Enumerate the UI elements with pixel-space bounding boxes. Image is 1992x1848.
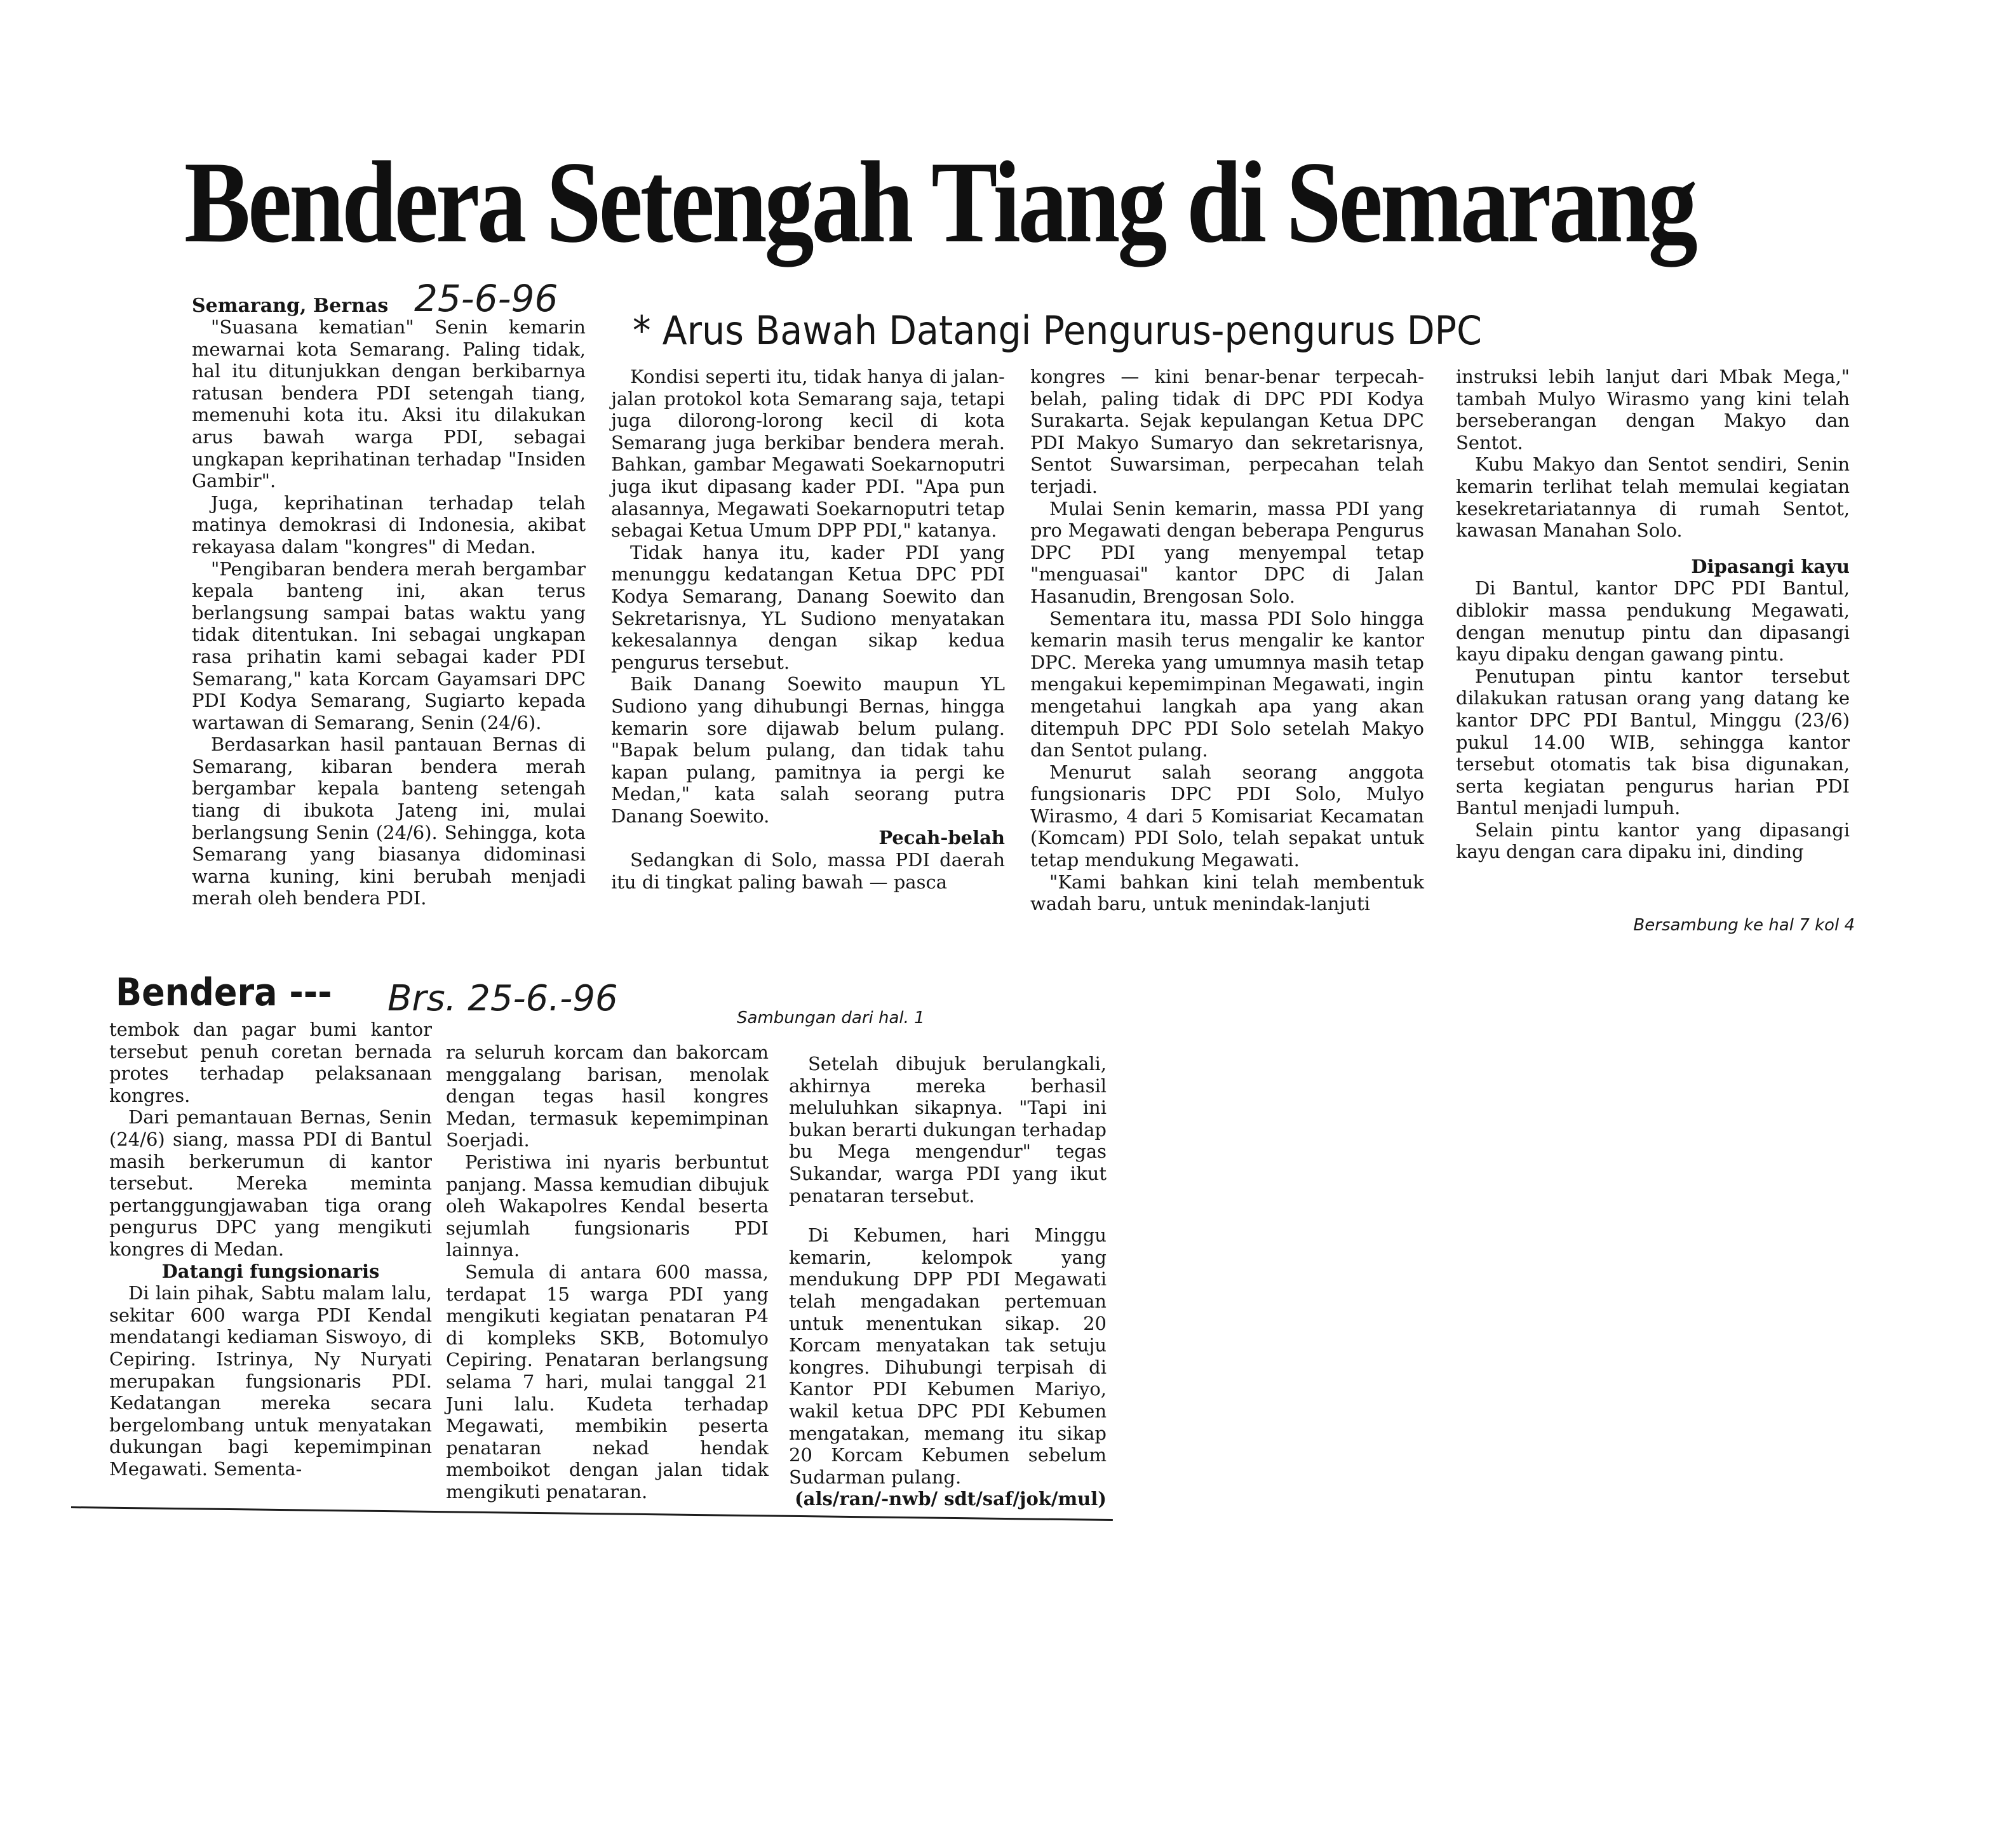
dateline bbox=[192, 295, 388, 318]
article-column-2 bbox=[611, 366, 1005, 893]
paragraph: Di Bantul, kantor DPC PDI Bantul, diblokir massa pendukung Megawati, dengan menutup pintu dan dipasangi kayu dipaku dengan gawang pintu. bbox=[1456, 577, 1850, 666]
subheadline: * Arus Bawah Datangi Pengurus-pengurus DPC bbox=[633, 307, 1482, 354]
signature-text: (als/ran/-nwb/ sdt/saf/jok/mul) bbox=[794, 1488, 1107, 1510]
headline: Bendera Setengah Tiang di Semarang bbox=[184, 137, 1695, 267]
signature bbox=[789, 1488, 1107, 1510]
paragraph: Sedangkan di Solo, massa PDI daerah itu di tingkat paling bawah — pasca bbox=[611, 849, 1005, 893]
article-column-3 bbox=[1030, 366, 1424, 915]
paragraph: "Suasana kematian" Senin kemarin mewarnai kota Semarang. Paling tidak, hal itu ditunjukkan dengan berkibarnya ratusan bendera PDI setengah tiang, memenuhi kota itu. Aksi itu dilakukan arus bawah warga PDI, sebagai ungkapan keprihatinan terhadap "Insiden Gambir". bbox=[192, 316, 586, 492]
paragraph: Selain pintu kantor yang dipasangi kayu dengan cara dipaku ini, dinding bbox=[1456, 819, 1850, 863]
paragraph: Peristiwa ini nyaris berbuntut panjang. Massa kemudian dibujuk oleh Wakapolres Kendal beserta sejumlah fungsionaris PDI lainnya. bbox=[446, 1151, 769, 1261]
paragraph: Juga, keprihatinan terhadap telah matinya demokrasi di Indonesia, akibat rekayasa dalam "kongres" di Medan. bbox=[192, 492, 586, 558]
handwritten-note: Brs. 25-6.-96 bbox=[387, 978, 618, 1019]
paragraph: "Pengibaran bendera merah bergambar kepala banteng ini, akan terus berlangsung sampai batas waktu yang tidak ditentukan. Ini sebagai ungkapan rasa prihatin kami sebagai kader PDI Semarang," kata Korcam Gayamsari DPC PDI Kodya Semarang, Sugiarto kepada wartawan di Semarang, Senin (24/6). bbox=[192, 558, 586, 733]
paragraph: Di Kebumen, hari Minggu kemarin, kelompok yang mendukung DPP PDI Megawati telah mengadakan pertemuan untuk menentukan sikap. 20 Korcam menyatakan tak setuju kongres. Dihubungi terpisah di Kantor PDI Kebumen Mariyo, wakil ketua DPC PDI Kebumen mengatakan, memang itu sikap 20 Korcam Kebumen sebelum Sudarman pulang. bbox=[789, 1224, 1107, 1488]
continued-note: Bersambung ke hal 7 kol 4 bbox=[1633, 916, 1855, 935]
paragraph: Semula di antara 600 massa, terdapat 15 warga PDI yang mengikuti kegiatan penataran P4 di kompleks SKB, Botomulyo Cepiring. Penataran berlangsung selama 7 hari, mulai tanggal 21 Juni lalu. Kudeta terhadap Megawati, membikin peserta penataran nekad hendak memboikot dengan jalan tidak mengikuti penataran. bbox=[446, 1261, 769, 1503]
paragraph: "Kami bahkan kini telah membentuk wadah baru, untuk menindak-lanjuti bbox=[1030, 871, 1424, 915]
handwritten-date: 25-6-96 bbox=[414, 277, 558, 320]
paragraph: Dari pemantauan Bernas, Senin (24/6) siang, massa PDI di Bantul masih berkerumun di kantor tersebut. Mereka meminta pertanggungjawaban tiga orang pengurus DPC yang mengikuti kongres di Medan. bbox=[109, 1106, 432, 1260]
continuation-column-3 bbox=[789, 1053, 1107, 1510]
article-column-4 bbox=[1456, 366, 1850, 863]
paragraph: Sementara itu, massa PDI Solo hingga kemarin masih terus mengalir ke kantor DPC. Mereka yang umumnya masih tetap mengakui kepemimpinan Megawati, ingin mengetahui langkah apa yang akan ditempuh DPC PDI Solo setelah Makyo dan Sentot pulang. bbox=[1030, 607, 1424, 761]
paragraph: Di lain pihak, Sabtu malam lalu, sekitar 600 warga PDI Kendal mendatangi kediaman Siswoyo, di Cepiring. Istrinya, Ny Nuryati merupakan fungsionaris PDI. Kedatangan mereka secara bergelombang untuk menyatakan dukungan bagi kepemimpinan Megawati. Sementa- bbox=[109, 1282, 432, 1480]
paragraph: Baik Danang Soewito maupun YL Sudiono yang dihubungi Bernas, hingga kemarin sore dijawab belum pulang. "Bapak belum pulang, dan tidak tahu kapan pulang, pamitnya ia pergi ke Medan," kata salah seorang putra Danang Soewito. bbox=[611, 673, 1005, 827]
paragraph: Setelah dibujuk berulangkali, akhirnya mereka berhasil meluluhkan sikapnya. "Tapi ini bukan berarti dukungan terhadap bu Mega mengendur" tegas Sukandar, warga PDI yang ikut penataran tersebut. bbox=[789, 1053, 1107, 1207]
continuation-headline: Bendera --- bbox=[116, 970, 332, 1015]
paragraph: instruksi lebih lanjut dari Mbak Mega," tambah Mulyo Wirasmo yang kini telah berseberangan dengan Makyo dan Sentot. bbox=[1456, 366, 1850, 453]
continuation-column-1 bbox=[109, 1019, 432, 1480]
paragraph: ra seluruh korcam dan bakorcam menggalang barisan, menolak dengan tegas hasil kongres Medan, termasuk kepemimpinan Soerjadi. bbox=[446, 1041, 769, 1151]
paragraph: tembok dan pagar bumi kantor tersebut penuh coretan bernada protes terhadap pelaksanaan kongres. bbox=[109, 1019, 432, 1106]
paragraph: Tidak hanya itu, kader PDI yang menunggu kedatangan Ketua DPC PDI Kodya Semarang, Danang Soewito dan Sekretarisnya, YL Sudiono menyatakan kekesalannya dengan sikap kedua pengurus tersebut. bbox=[611, 541, 1005, 673]
paragraph: Penutupan pintu kantor tersebut dilakukan ratusan orang yang datang ke kantor DPC PDI Bantul, Minggu (23/6) pukul 14.00 WIB, sehingga kantor tersebut otomatis tak bisa digunakan, serta kegiatan pengurus harian PDI Bantul menjadi lumpuh. bbox=[1456, 665, 1850, 819]
article-column-1 bbox=[192, 316, 586, 909]
continuation-column-2 bbox=[446, 1041, 769, 1503]
subheading: Dipasangi kayu bbox=[1691, 555, 1850, 577]
paragraph: Mulai Senin kemarin, massa PDI yang pro Megawati dengan beberapa Pengurus DPC PDI yang menyempal tetap "menguasai" kantor DPC di Jalan Hasanudin, Brengosan Solo. bbox=[1030, 497, 1424, 607]
paragraph: kongres — kini benar-benar terpecah-belah, paling tidak di DPC PDI Kodya Surakarta. Sejak kepulangan Ketua DPC PDI Makyo Sumaryo dan sekretarisnya, Sentot Suwarsiman, perpecahan telah terjadi. bbox=[1030, 366, 1424, 497]
subheading: Pecah-belah bbox=[878, 827, 1005, 849]
continuation-from-note: Sambungan dari hal. 1 bbox=[737, 1008, 925, 1028]
dateline-text: Semarang, Bernas bbox=[192, 295, 389, 317]
paragraph: Kondisi seperti itu, tidak hanya di jalan-jalan protokol kota Semarang saja, tetapi juga dilorong-lorong kecil di kota Semarang juga berkibar bendera merah. Bahkan, gambar Megawati Soekarnoputri juga ikut dipasang kader PDI. "Apa pun alasannya, Megawati Soekarnoputri tetap sebagai Ketua Umum DPP PDI," katanya. bbox=[611, 366, 1005, 542]
paragraph: Menurut salah seorang anggota fungsionaris DPC PDI Solo, Mulyo Wirasmo, 4 dari 5 Komisariat Kecamatan (Komcam) PDI Solo, telah sepakat untuk tetap mendukung Megawati. bbox=[1030, 761, 1424, 871]
paragraph: Kubu Makyo dan Sentot sendiri, Senin kemarin terlihat telah memulai kegiatan kesekretariatannya di rumah Sentot, kawasan Manahan Solo. bbox=[1456, 453, 1850, 542]
subheading: Datangi fungsionaris bbox=[161, 1260, 380, 1282]
paragraph: Berdasarkan hasil pantauan Bernas di Semarang, kibaran bendera merah bergambar kepala banteng setengah tiang di ibukota Jateng ini, mulai berlangsung Senin (24/6). Sehingga, kota Semarang yang biasanya didominasi warna kuning, kini berubah menjadi merah oleh bendera PDI. bbox=[192, 733, 586, 909]
